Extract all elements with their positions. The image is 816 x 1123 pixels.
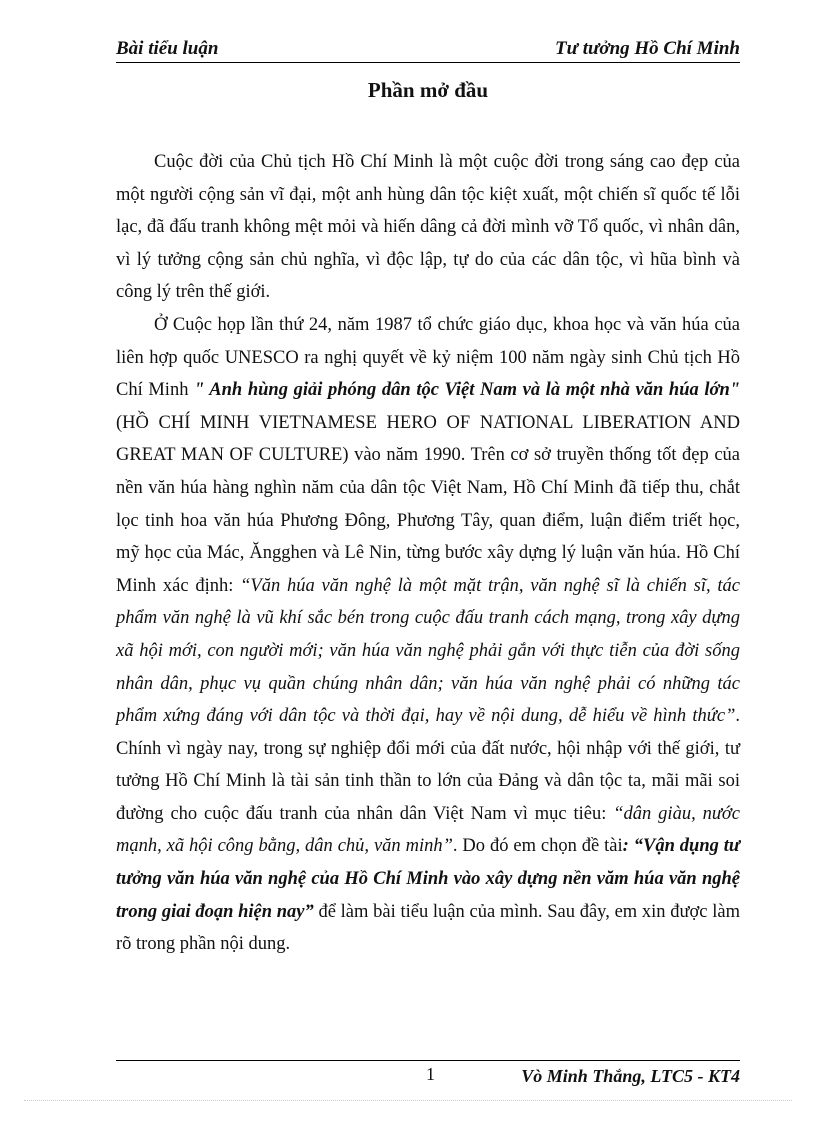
header-right-title: Tư tưởng Hồ Chí Minh — [554, 38, 740, 59]
body-text — [116, 146, 740, 961]
footer-divider — [116, 1060, 740, 1061]
goal-quote: “dân giàu, nước mạnh, xã hội công bằng, dân chủ, văn minh” — [116, 803, 740, 857]
page-header — [116, 36, 740, 63]
page-number: 1 — [426, 1064, 435, 1084]
header-left-title: Bài tiểu luận — [116, 38, 219, 59]
footer-author: Vò Minh Thắng, LTC5 - KT4 — [521, 1066, 740, 1086]
paragraph-2-text-2: (HỒ CHÍ MINH VIETNAMESE HERO OF NATIONAL LIBERATION AND GREAT MAN OF CULTURE) vào năm 1990. Trên cơ sở truyền thống tốt đẹp của nền văn húa hàng nghìn năm của dân tộc Việt Nam, Hồ Chí Minh đã tiếp thu, chắt lọc tinh hoa văn húa Phương Đông, Phương Tây, quan điểm, luận điểm triết học, mỹ học của Mác, Ăngghen và Lê Nin, từng bước xây dựng lý luận văn húa. Hồ Chí Minh xác định: — [116, 412, 740, 596]
paragraph-2-text-1: Ở Cuộc họp lần thứ 24, năm 1987 tổ chức giáo dục, khoa học và văn húa của liên hợp quốc UNESCO ra nghị quyết về kỷ niệm 100 năm ngày sinh Chủ tịch Hồ Chí Minh — [116, 314, 740, 401]
ho-chi-minh-quote: “Văn húa văn nghệ là một mặt trận, văn nghệ sĩ là chiến sĩ, tác phẩm văn nghệ là vũ khí sắc bén trong cuộc đấu tranh cách mạng, trong xây dựng xã hội mới, con người mới; văn húa văn nghệ phải gắn với thực tiễn của đời sống nhân dân, phục vụ quần chúng nhân dân; văn húa văn nghệ phải có những tác phẩm xứng đáng với dân tộc và thời đại, hay về nội dung, dễ hiểu về hình thức” — [116, 575, 740, 727]
paragraph-2-text-5: để làm bài tiểu luận của mình. Sau đây, em xin được làm rõ trong phần nội dung. — [116, 901, 740, 955]
essay-topic: : “Vận dụng tư tưởng văn húa văn nghệ của Hồ Chí Minh vào xây dựng nền văm húa văn nghệ trong giai đoạn hiện nay” — [116, 836, 741, 922]
paragraph-2-text-3: . Chính vì ngày nay, trong sự nghiệp đổi mới của đất nước, hội nhập với thế giới, tư tưởng Hồ Chí Minh là tài sản tinh thần to lớn của Đảng và dân tộc ta, mãi mãi soi đường cho cuộc đấu tranh của nhân dân Việt Nam vì mục tiêu: — [116, 706, 740, 824]
paragraph-2 — [116, 309, 740, 961]
section-title: Phần mở đầu — [367, 78, 489, 102]
paragraph-1: Cuộc đời của Chủ tịch Hồ Chí Minh là một cuộc đời trong sáng cao đẹp của một người cộng sản vĩ đại, một anh hùng dân tộc kiệt xuất, một chiến sĩ quốc tế lỗi lạc, đã đấu tranh không mệt mỏi và hiến dâng cả đời mình vỡ Tổ quốc, vì nhân dân, vì lý tưởng cộng sản chủ nghĩa, vì độc lập, tự do của các dân tộc, vì hũa bình và công lý trên thế giới. — [116, 152, 740, 303]
paragraph-2-text-4: . Do đó em chọn đề tài — [452, 836, 623, 857]
page-bottom-border — [24, 1100, 792, 1101]
unesco-title-quote: " Anh hùng giải phóng dân tộc Việt Nam và là một nhà văn húa lớn" — [194, 380, 740, 401]
